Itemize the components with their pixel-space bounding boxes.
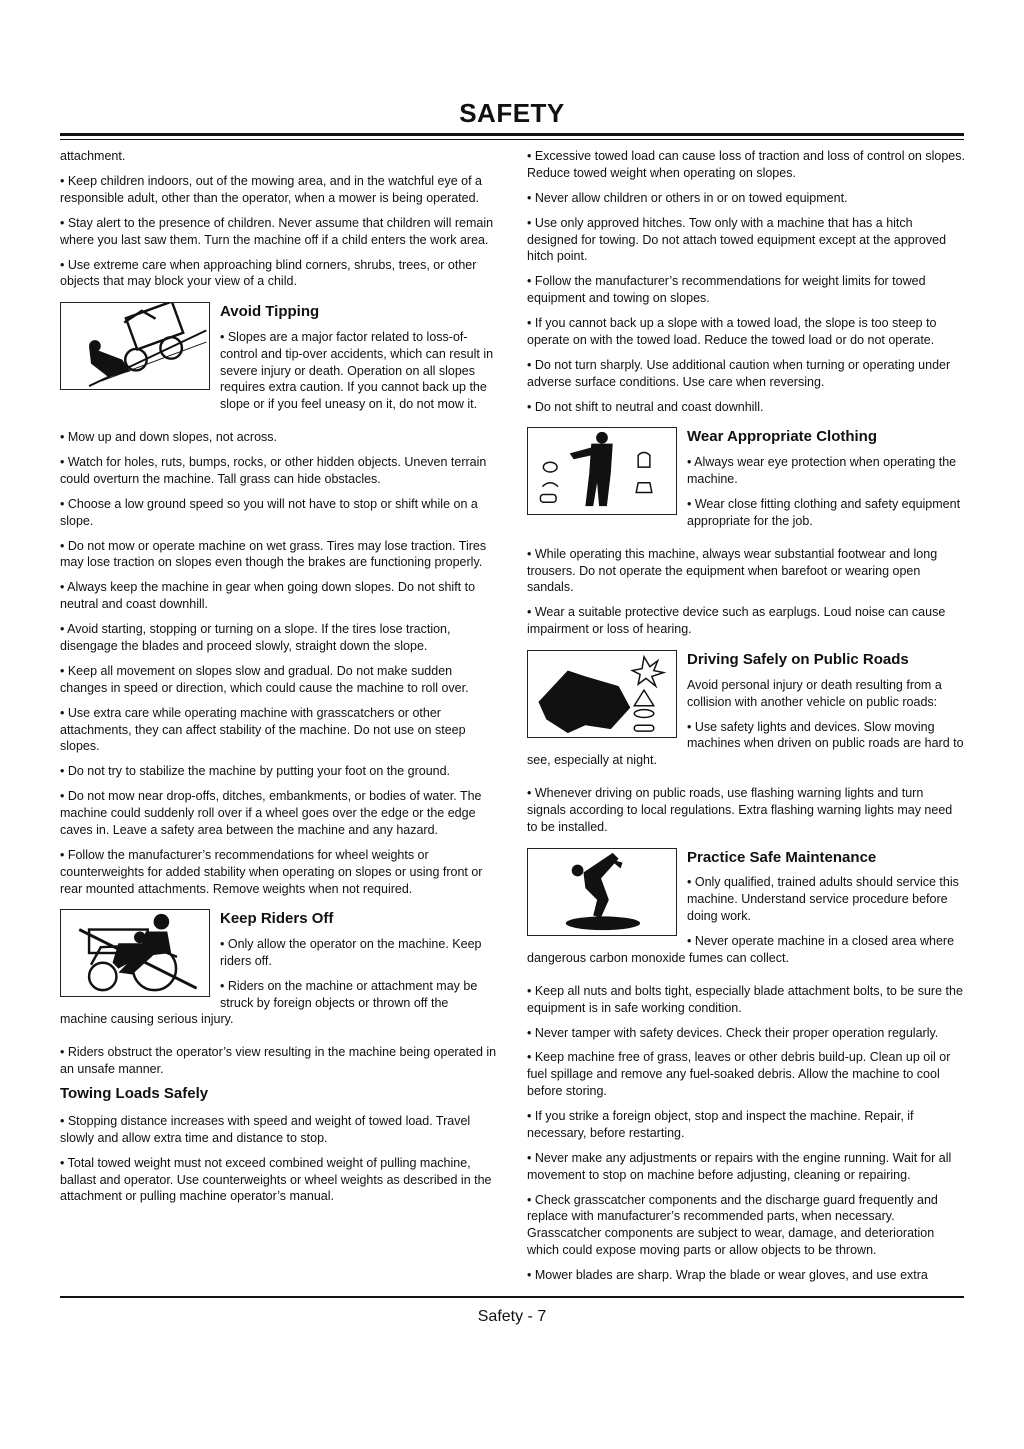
paragraph: • Watch for holes, ruts, bumps, rocks, or other hidden objects. Uneven terrain could overturn the machine. Tall grass can hide obstacles. (60, 455, 487, 486)
paragraph: • Use extra care while operating machine with grasscatchers or other attachments, they can affect stability of the machine. Do not use on steep slopes. (60, 705, 466, 754)
clothing-section (527, 427, 965, 537)
right-column (527, 148, 965, 1292)
left-column (60, 148, 498, 1213)
towing-section (60, 1086, 498, 1205)
paragraph: • Use only approved hitches. Tow only with a machine that has a hitch designed for towing. Do not attach towed equipment except at the approved hitch point. (527, 215, 947, 264)
public-roads-list (527, 785, 965, 835)
paragraph: • Check grasscatcher components and the discharge guard frequently and replace with manufacturer’s recommended parts, when necessary. Grasscatcher components are subject to wear, damage, and deterioration which could expose moving parts or allow objects to be thrown. (527, 1192, 938, 1258)
paragraph: • Never operate machine in a closed area where dangerous carbon monoxide fumes can collect. (527, 933, 955, 965)
towing-heading: Towing Loads Safely (60, 1085, 209, 1103)
avoid-tipping-heading: Avoid Tipping (220, 303, 320, 321)
keep-riders-off-heading: Keep Riders Off (220, 910, 334, 928)
rider-on-mower-icon (60, 909, 210, 997)
paragraph: • If you strike a foreign object, stop and inspect the machine. Repair, if necessary, before restarting. (527, 1109, 914, 1140)
paragraph: • Only qualified, trained adults should service this machine. Understand service procedure before doing work. (687, 875, 959, 923)
paragraph: • Wear close fitting clothing and safety equipment appropriate for the job. (687, 497, 961, 528)
paragraph: • Stay alert to the presence of children. Never assume that children will remain where you last saw them. Turn the machine off if a child enters the work area. (60, 215, 494, 247)
paragraph: • Do not try to stabilize the machine by putting your foot on the ground. (60, 764, 451, 779)
paragraph: • Choose a low ground speed so you will not have to stop or shift while on a slope. (60, 496, 478, 528)
paragraph: • Wear a suitable protective device such as earplugs. Loud noise can cause impairment or loss of hearing. (527, 605, 946, 637)
road-collision-icon (527, 650, 677, 738)
paragraph: • Mower blades are sharp. Wrap the blade or wear gloves, and use extra (527, 1268, 928, 1282)
title-rule-thin (60, 139, 964, 140)
paragraph: • Keep all nuts and bolts tight, especially blade attachment bolts, to be sure the equipment is in safe working condition. (527, 983, 963, 1015)
paragraph: • Excessive towed load can cause loss of traction and loss of control on slopes. Reduce towed weight when operating on slopes. (527, 149, 965, 180)
keep-riders-off-section (60, 909, 498, 1036)
left-intro (60, 148, 498, 290)
paragraph: • Total towed weight must not exceed combined weight of pulling machine, ballast and operator. Use counterweights or wheel weights as described in the attachment or pulling machine operator’s manual. (60, 1155, 492, 1204)
clothing-list (527, 546, 965, 638)
protective-clothing-icon (527, 427, 677, 515)
maintenance-heading: Practice Safe Maintenance (687, 848, 877, 866)
paragraph: • Do not mow near drop-offs, ditches, embankments, or bodies of water. The machine could suddenly roll over if a wheel goes over the edge or the edge caves in. Leave a safety area between the machine and any hazard. (60, 789, 482, 837)
paragraph: • If you cannot back up a slope with a towed load, the slope is too steep to operate on with the towed load. Reduce the towed load or do not operate. (527, 316, 937, 347)
paragraph: • Keep machine free of grass, leaves or other debris build-up. Clean up oil or fuel spillage and remove any fuel-soaked debris. Allow the machine to cool before storing. (527, 1050, 951, 1099)
paragraph: • Always wear eye protection when operating the machine. (687, 455, 957, 487)
keep-riders-off-list (60, 1044, 498, 1078)
paragraph: • Always keep the machine in gear when going down slopes. Do not shift to neutral and coast downhill. (60, 580, 476, 612)
maintenance-section (527, 848, 965, 975)
page-title: SAFETY (459, 98, 565, 128)
public-roads-heading: Driving Safely on Public Roads (687, 651, 909, 669)
paragraph: • Riders obstruct the operator’s view resulting in the machine being operated in an unsafe manner. (60, 1045, 497, 1077)
paragraph: Avoid personal injury or death resulting from a collision with another vehicle on public roads: (687, 677, 942, 709)
paragraph: • Keep children indoors, out of the mowing area, and in the watchful eye of a responsible adult, other than the operator, when a mower is being operated. (60, 173, 482, 205)
public-roads-section (527, 650, 965, 777)
paragraph: • Only allow the operator on the machine. Keep riders off. (220, 937, 482, 968)
paragraph: • Do not turn sharply. Use additional caution when turning or operating under adverse surface conditions. Use care when reversing. (527, 357, 951, 389)
page-number: Safety - 7 (477, 1308, 547, 1325)
paragraph: • Never allow children or others in or on towed equipment. (527, 190, 848, 205)
towing-list (60, 1113, 498, 1205)
paragraph: • Keep all movement on slopes slow and gradual. Do not make sudden changes in speed or direction, which could cause the machine to roll over. (60, 664, 469, 695)
clothing-heading: Wear Appropriate Clothing (687, 428, 878, 446)
paragraph: • Use extreme care when approaching blind corners, shrubs, trees, or other objects that may block your view of a child. (60, 257, 477, 289)
avoid-tipping-section (60, 302, 498, 421)
paragraph: • Riders on the machine or attachment may be struck by foreign objects or thrown off the machine causing serious injury. (60, 978, 478, 1027)
paragraph: • Mow up and down slopes, not across. (60, 430, 277, 445)
right-intro (527, 148, 965, 415)
paragraph: • Avoid starting, stopping or turning on a slope. If the tires lose traction, disengage the blades and proceed slowly, straight down the slope. (60, 622, 451, 654)
paragraph: attachment. (60, 149, 126, 163)
paragraph: • Do not shift to neutral and coast downhill. (527, 399, 764, 414)
footer-rule (60, 1296, 964, 1298)
paragraph: • Use safety lights and devices. Slow moving machines when driven on public roads are hard to see, especially at night. (527, 719, 964, 768)
tipping-mower-icon (60, 302, 210, 390)
paragraph: • Whenever driving on public roads, use flashing warning lights and turn signals according to local regulations. Extra flashing warning lights may need to be installed. (527, 786, 953, 834)
paragraph: • While operating this machine, always wear substantial footwear and long trousers. Do not operate the equipment when barefoot or wearing open sandals. (527, 546, 938, 595)
paragraph: • Follow the manufacturer’s recommendations for wheel weights or counterweights for added stability when operating on slopes or using front or rear mounted attachments. Remove weights when not required. (60, 847, 483, 896)
paragraph: • Stopping distance increases with speed and weight of towed load. Travel slowly and allow extra time and distance to stop. (60, 1114, 471, 1145)
fumes-hazard-icon (527, 848, 677, 936)
paragraph: • Do not mow or operate machine on wet grass. Tires may lose traction. Tires may lose traction on slopes even though the brakes are functioning properly. (60, 538, 487, 570)
paragraph: • Slopes are a major factor related to loss-of-control and tip-over accidents, which can result in severe injury or death. Operation on all slopes requires extra caution. If you cannot back up the slope or if you feel uneasy on it, do not mow it. (220, 329, 494, 412)
title-rule-thick (60, 133, 964, 136)
maintenance-list (527, 983, 965, 1284)
paragraph: • Follow the manufacturer’s recommendations for weight limits for towed equipment and towing on slopes. (527, 274, 926, 306)
avoid-tipping-list (60, 429, 498, 897)
paragraph: • Never tamper with safety devices. Check their proper operation regularly. (527, 1025, 939, 1040)
paragraph: • Never make any adjustments or repairs with the engine running. Wait for all movement to stop on machine before adjusting, cleaning or repairing. (527, 1150, 952, 1182)
